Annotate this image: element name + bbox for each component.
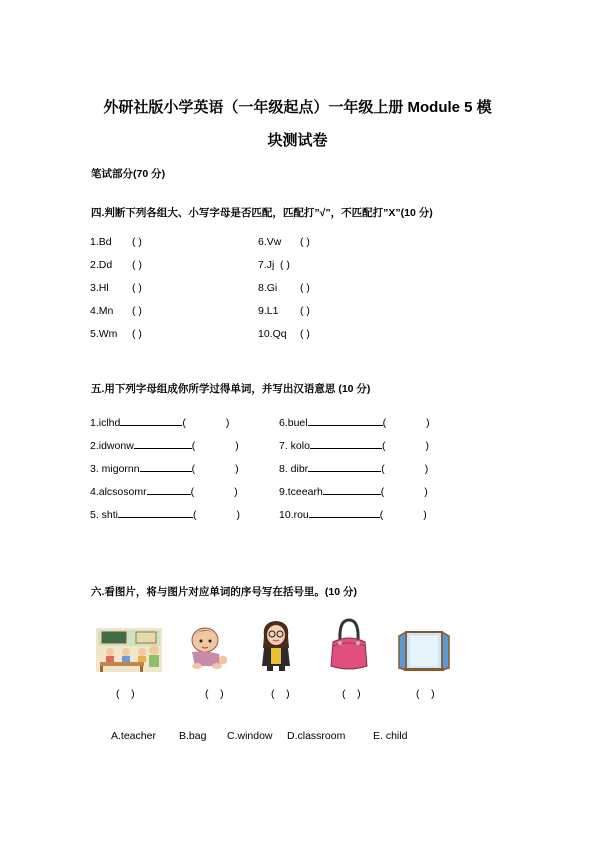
answer-blank[interactable] — [118, 506, 193, 518]
answer-blank[interactable] — [308, 460, 381, 472]
open-paren: ( — [380, 486, 385, 498]
option-label: B.bag — [179, 730, 207, 742]
answer-paren[interactable]: ( ) — [416, 688, 435, 700]
answer-paren[interactable]: ( ) — [300, 282, 310, 294]
q5-item — [279, 437, 429, 452]
classroom-picture — [96, 628, 162, 672]
open-paren: ( — [190, 486, 195, 498]
q5-item — [90, 506, 240, 521]
q5-item-label: 10.rou — [279, 509, 309, 521]
page-title: 外研社版小学英语（一年级起点）一年级上册 Module 5 模 — [103, 99, 492, 116]
q4-item — [258, 236, 310, 248]
option-label: D.classroom — [287, 730, 346, 742]
answer-paren[interactable]: ( ) — [132, 305, 142, 317]
q4-item — [90, 305, 142, 317]
q4-item — [258, 259, 290, 271]
q4-item-label: 8.Gi — [258, 282, 278, 294]
q4-item — [90, 236, 142, 248]
option-label: C.window — [227, 730, 273, 742]
q5-item — [279, 414, 430, 429]
q6-heading: 六.看图片，将与图片对应单词的序号写在括号里。(10 分) — [91, 586, 358, 598]
open-paren: ( — [381, 440, 386, 452]
q5-item-label: 7. kolo — [279, 440, 310, 452]
q4-item — [90, 328, 142, 340]
child-picture — [183, 622, 233, 672]
open-paren: ( — [379, 509, 384, 521]
close-paren: ) — [424, 463, 429, 475]
answer-paren[interactable]: ( ) — [271, 688, 290, 700]
section-written-heading: 笔试部分(70 分) — [91, 168, 166, 180]
q4-item-label: 7.Jj — [258, 259, 275, 271]
close-paren: ) — [426, 417, 430, 429]
close-paren: ) — [236, 509, 241, 521]
answer-paren[interactable]: ( ) — [132, 328, 142, 340]
q4-item-label: 10.Qq — [258, 328, 287, 340]
open-paren: ( — [381, 463, 385, 475]
q5-item — [90, 414, 229, 429]
close-paren: ) — [225, 417, 230, 429]
q4-item — [258, 305, 310, 317]
open-paren: ( — [191, 463, 196, 475]
q5-item-label: 1.iclhd — [90, 417, 121, 429]
q5-item — [90, 460, 239, 475]
open-paren: ( — [193, 509, 197, 521]
q4-item-label: 4.Mn — [90, 305, 114, 317]
close-paren: ) — [234, 486, 238, 498]
answer-blank[interactable] — [140, 460, 192, 472]
q5-item — [279, 483, 428, 498]
close-paren: ) — [235, 463, 239, 475]
answer-blank[interactable] — [120, 414, 182, 426]
close-paren: ) — [425, 440, 429, 452]
q5-item — [279, 506, 427, 521]
answer-paren[interactable]: ( ) — [132, 259, 142, 271]
q5-item — [279, 460, 428, 475]
answer-blank[interactable] — [310, 437, 382, 449]
answer-blank[interactable] — [134, 437, 192, 449]
answer-paren[interactable]: ( ) — [132, 236, 142, 248]
q4-item — [90, 282, 142, 294]
answer-paren[interactable]: ( ) — [116, 688, 135, 700]
close-paren: ) — [424, 486, 428, 498]
q4-item-label: 3.Hl — [90, 282, 109, 294]
close-paren: ) — [423, 509, 427, 521]
open-paren: ( — [182, 417, 186, 429]
q5-item-label: 9.tceearh — [279, 486, 323, 498]
q5-item-label: 2.idwonw — [90, 440, 134, 452]
q4-item — [258, 328, 310, 340]
answer-blank[interactable] — [308, 414, 383, 426]
q4-heading: 四.判断下列各组大、小写字母是否匹配，匹配打”√”，不匹配打”X”(10 分) — [91, 207, 433, 219]
answer-blank[interactable] — [323, 483, 381, 495]
q5-item-label: 6.buel — [279, 417, 308, 429]
q5-item — [90, 483, 238, 498]
close-paren: ) — [235, 440, 239, 452]
answer-paren[interactable]: ( ) — [342, 688, 361, 700]
q5-item-label: 5. shti — [90, 509, 119, 521]
teacher-picture — [258, 618, 294, 672]
open-paren: ( — [191, 440, 196, 452]
option-label: E. child — [373, 730, 408, 742]
window-picture — [398, 630, 450, 672]
answer-paren[interactable]: ( ) — [205, 688, 224, 700]
page-title-continued: 块测试卷 — [267, 132, 328, 149]
answer-blank[interactable] — [147, 483, 191, 495]
q4-item — [90, 259, 142, 271]
q5-heading: 五.用下列字母组成你所学过得单词，并写出汉语意思 (10 分) — [91, 383, 371, 395]
answer-paren[interactable]: ( ) — [300, 236, 310, 248]
bag-picture — [329, 616, 369, 672]
answer-paren[interactable]: ( ) — [300, 328, 310, 340]
answer-blank[interactable] — [309, 506, 380, 518]
q4-item-label: 1.Bd — [90, 236, 112, 248]
q5-item-label: 4.alcsosomr — [90, 486, 147, 498]
q4-item-label: 6.Vw — [258, 236, 282, 248]
open-paren: ( — [382, 417, 387, 429]
q4-item-label: 9.L1 — [258, 305, 279, 317]
q5-item-label: 3. migornn — [90, 463, 140, 475]
answer-paren[interactable]: ( ) — [132, 282, 142, 294]
q4-item — [258, 282, 310, 294]
q4-item-label: 2.Dd — [90, 259, 113, 271]
option-label: A.teacher — [111, 730, 156, 742]
answer-paren[interactable]: ( ) — [280, 259, 290, 271]
q5-item-label: 8. dibr — [279, 463, 309, 475]
q5-item — [90, 437, 239, 452]
q4-item-label: 5.Wm — [90, 328, 118, 340]
answer-paren[interactable]: ( ) — [300, 305, 310, 317]
